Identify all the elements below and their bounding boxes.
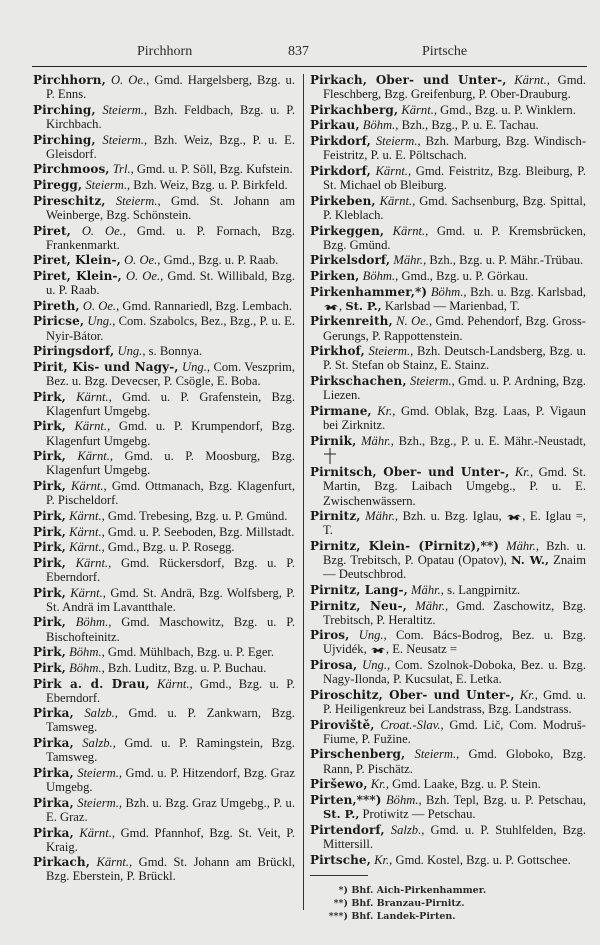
entry-details-cont: E. Iglau =, T.	[323, 509, 587, 538]
railway-station-icon	[506, 512, 522, 521]
entry-headword: Pirkdorf,	[310, 134, 371, 149]
entry-details: Gmd., Bzg. u. P. Eberndorf.	[46, 676, 295, 705]
entry-details: Gmd., Bzg. u. P. Görkau.	[401, 268, 529, 283]
entry-headword: Pirtsche,	[310, 852, 371, 867]
gazetteer-entry	[33, 677, 295, 705]
entry-headword: Pireschitz,	[33, 193, 106, 208]
entry-region: Böhm.,	[430, 284, 467, 299]
entry-region: Kr.,	[514, 465, 534, 480]
entry-region: Kärnt.,	[70, 585, 106, 600]
entry-headword: Piret, Klein-,	[33, 253, 121, 268]
entry-details-cont: Karlsbad — Marienbad, T.	[384, 298, 520, 313]
entry-headword: Pirkelsdorf,	[310, 253, 391, 268]
entry-region: Böhm.,	[362, 268, 399, 283]
entry-region: Steierm.,	[77, 795, 123, 810]
entry-region: Böhm.,	[385, 792, 422, 807]
entry-region: Mähr.,	[506, 539, 539, 553]
entry-region: Kärnt.,	[77, 449, 114, 464]
entry-details: Gmd. St. Andrä, Bzg. Wolfsberg, P. St. Andrä im Lavantthale.	[46, 585, 296, 614]
gazetteer-entry: Pirnitz, Mähr., Bzh. u. Bzg. Iglau, , E. Iglau =, T.	[310, 509, 587, 538]
entry-region: Ung.,	[117, 344, 146, 359]
entry-details: Gmd. Feistritz, Bzg. Bleiburg, P. St. Michael ob Bleiburg.	[323, 163, 586, 193]
gazetteer-entry	[310, 718, 586, 746]
entry-headword: Pirk,	[33, 555, 66, 570]
entry-details: Com. Szolnok-Doboka, Bez. u. Bzg. Nagy-Ilonda, P. Kucsulat, E. Letka.	[323, 658, 586, 687]
entry-region: Kärnt.,	[69, 508, 105, 523]
gazetteer-entry	[310, 583, 586, 597]
entry-details: Gmd. u. P. Grafenstein, Bzg. Klagenfurt Umgebg.	[46, 389, 295, 418]
entry-details: Gmd. St. Johann am Brückl, Bzg. Eberstein, P. Brückl.	[46, 855, 295, 884]
gazetteer-entry	[33, 855, 295, 883]
entry-details: Gmd. Lič, Com. Modruš-Fiume, P. Fužine.	[323, 717, 586, 746]
gazetteer-entry	[33, 178, 295, 192]
entry-region: Steierm.,	[102, 102, 148, 117]
entry-headword: Pirkau,	[310, 118, 360, 133]
footnote-text: Bhf. Branzau-Pirnitz.	[351, 897, 465, 909]
entry-headword: Pirk,	[33, 449, 66, 464]
entry-details: Gmd. u. P. Heiligenkreuz bei Landstrass, Bzg. Landstrass.	[323, 687, 586, 716]
gazetteer-entry	[310, 73, 586, 101]
footnote-rule	[310, 875, 368, 876]
entry-headword: Piregg,	[33, 178, 83, 193]
gazetteer-entry	[310, 194, 586, 222]
gazetteer-entry	[33, 314, 295, 342]
entry-region: O. Oe.,	[124, 253, 161, 268]
gazetteer-entry: Pirkenhammer,*) Böhm., Bzh. u. Bzg. Karlsbad, , St. P., Karlsbad — Marienbad, T.	[310, 284, 586, 313]
entry-headword: Piršewo,	[310, 777, 368, 792]
entry-headword: Pirkach, Ober- und Unter-,	[310, 73, 507, 87]
entry-region: Steierm.,	[102, 132, 148, 147]
footnote-text: Bhf. Landek-Pirten.	[351, 910, 456, 922]
gazetteer-entry	[310, 747, 586, 775]
entry-headword: Pirchhorn,	[33, 73, 106, 87]
gazetteer-entry	[310, 253, 586, 267]
entry-details: Gmd. St. Willibald, Bzg. u. P. Raab.	[46, 268, 295, 298]
entry-region: Salzb.,	[390, 822, 425, 837]
railway-station-icon	[370, 645, 386, 654]
running-header	[32, 44, 587, 64]
entry-headword: Pirnitz, Lang-,	[310, 582, 408, 597]
entry-details: Bzh. u. Bzg. Iglau,	[402, 509, 502, 524]
entry-headword: Pirka,	[33, 825, 74, 840]
entry-details: Gmd. u. P. Moosburg, Bzg. Klagenfurt Umgebg.	[46, 449, 295, 478]
gazetteer-entry	[310, 465, 586, 507]
gazetteer-entry	[33, 706, 295, 734]
entry-region: Ung.,	[182, 359, 211, 374]
entry-region: Salzb.,	[82, 736, 116, 751]
gazetteer-entry	[33, 344, 295, 358]
gazetteer-entry	[33, 509, 295, 523]
entry-headword: Pirk,	[33, 585, 66, 600]
entry-headword: Piringsdorf,	[33, 344, 115, 359]
entry-region: Kr.,	[370, 777, 389, 792]
gazetteer-entry	[33, 390, 295, 418]
gazetteer-entry	[310, 853, 586, 867]
entry-headword: Pirkhof,	[310, 344, 365, 359]
entry-headword: Pirit, Kis- und Nagy-,	[33, 359, 179, 374]
entry-region: Kärnt.,	[379, 193, 416, 208]
entry-headword: Pirtendorf,	[310, 822, 385, 837]
entry-headword: Piret, Klein-,	[33, 268, 122, 283]
footnote-mark: **)	[333, 897, 348, 909]
gazetteer-entry	[310, 599, 586, 627]
entry-details: Bzh. u. Bzg. Karlsbad,	[470, 284, 586, 299]
entry-region: Kärnt.,	[71, 479, 107, 494]
entry-headword: Pirkenhammer,*)	[310, 284, 428, 299]
entry-headword: Pirk,	[33, 645, 66, 660]
header-last-entry: Pirtsche	[422, 44, 468, 59]
entry-details: Gmd. u. P. Seeboden, Bzg. Millstadt.	[107, 524, 295, 539]
column-divider	[303, 74, 304, 910]
entry-headword: Pirosa,	[310, 658, 358, 673]
entry-details: Gmd. Globoko, Bzg. Rann, P. Pischätz.	[323, 747, 586, 776]
entry-headword: Pirmane,	[310, 403, 372, 418]
entry-details: Gmd. Ottmanach, Bzg. Klagenfurt, P. Pischeldorf.	[46, 479, 295, 508]
entry-details: Gmd. Pfannhof, Bzg. St. Veit, P. Kraig.	[46, 825, 295, 854]
gazetteer-entry	[33, 826, 295, 854]
entry-headword: Piroschitz, Ober- und Unter-,	[310, 687, 515, 702]
footnote	[310, 897, 586, 910]
gazetteer-entry	[310, 134, 586, 162]
entry-headword: Pirken,	[310, 268, 360, 283]
entry-headword: Pirching,	[33, 132, 96, 147]
entry-region: Kärnt.,	[157, 676, 193, 691]
church-cross-icon	[323, 448, 337, 464]
entry-headword: Pirten,***)	[310, 792, 382, 807]
entry-region: Kärnt.,	[514, 73, 550, 87]
header-first-entry: Pirchhorn	[137, 44, 193, 59]
entry-headword: Pirnik,	[310, 433, 357, 448]
gazetteer-entry	[33, 269, 295, 297]
entry-headword: Pirching,	[33, 102, 96, 117]
gazetteer-entry	[33, 540, 295, 554]
entry-region: Kr.,	[519, 687, 538, 702]
entry-region: Steierm.,	[368, 344, 414, 359]
entry-region: Salzb.,	[84, 706, 118, 721]
gazetteer-entry	[310, 539, 586, 581]
entry-details: Bzh. u. Bzg. Trebitsch, P. Opatau (Opatov),	[323, 539, 587, 568]
gazetteer-entry	[310, 269, 586, 283]
entry-station-type: N. W.,	[511, 553, 549, 568]
entry-details: Gmd. Maschowitz, Bzg. u. P. Bischofteinitz.	[46, 615, 295, 644]
entry-headword: Pirkach,	[33, 855, 91, 870]
entry-region: Mähr.,	[365, 509, 398, 524]
entry-headword: Pirka,	[33, 795, 74, 810]
entry-headword: Pirkeggen,	[310, 223, 385, 238]
entry-details: Gmd. Trebesing, Bzg. u. P. Gmünd.	[107, 508, 288, 523]
entry-headword: Piret,	[33, 223, 71, 238]
entry-region: Kr.,	[374, 852, 393, 867]
entry-region: Kärnt.,	[401, 102, 438, 117]
entry-headword: Pirk,	[33, 508, 66, 523]
gazetteer-entry	[310, 434, 586, 464]
entry-region: Böhm.,	[362, 118, 399, 133]
entry-details: Gmd. Hargelsberg, Bzg. u. P. Enns.	[46, 73, 295, 102]
gazetteer-entry	[33, 796, 295, 824]
entry-headword: Pirnitz, Neu-,	[310, 598, 407, 613]
entry-headword: Pirnitsch, Ober- und Unter-,	[310, 465, 510, 480]
entry-details: s. Langpirnitz.	[447, 582, 521, 597]
entry-region: Steierm.,	[85, 178, 131, 193]
entry-region: Kärnt.,	[375, 163, 412, 178]
entry-details: Com. Veszprim, Bez. u. Bzg. Devecser, P. Csögle, E. Boba.	[46, 359, 296, 388]
right-column	[310, 73, 586, 923]
entry-station-type: St. P.,	[323, 807, 360, 822]
entry-headword: Pirk,	[33, 615, 66, 630]
entry-station-type: St. P.,	[345, 298, 382, 313]
entry-headword: Pirka,	[33, 765, 74, 780]
entry-details: Bzh. Deutsch-Landsberg, Bzg. u. P. St. Stefan ob Stainz, E. Stainz.	[323, 344, 586, 373]
gazetteer-entry	[310, 103, 586, 117]
gazetteer-entry	[33, 645, 295, 659]
entry-region: Ung.,	[87, 314, 116, 329]
entry-region: Kärnt.,	[69, 540, 105, 555]
entry-headword: Pireth,	[33, 298, 80, 313]
entry-headword: Pirkeben,	[310, 193, 376, 208]
entry-region: Steierm.,	[375, 134, 421, 149]
right-column-entries	[310, 73, 586, 867]
gazetteer-entry	[33, 615, 295, 643]
entry-headword: Pirkdorf,	[310, 163, 371, 178]
footnote	[310, 884, 586, 897]
gazetteer-entry	[33, 525, 295, 539]
entry-region: O. Oe.,	[82, 298, 120, 313]
footnote-mark: ***)	[328, 910, 348, 922]
gazetteer-entry	[33, 224, 295, 252]
entry-details: Gmd. u. P. Stuhlfelden, Bzg. Mittersill.	[323, 822, 586, 851]
entry-details: Com. Bács-Bodrog, Bez. u. Bzg. Ujvidék,	[323, 628, 586, 657]
entry-headword: Pirk,	[33, 419, 66, 434]
entry-headword: Pirka,	[33, 736, 74, 751]
entry-region: Ung.,	[358, 628, 387, 643]
entry-region: Steierm.,	[410, 374, 455, 388]
entry-details: Gmd. u. P. Fornach, Bzg. Frankenmarkt.	[46, 223, 296, 252]
entry-details: Bzh., Bzg. u. P. Mähr.-Trübau.	[429, 253, 584, 268]
gazetteer-entry: Piros, Ung., Com. Bács-Bodrog, Bez. u. Bzg. Ujvidék, , E. Neusatz =	[310, 628, 586, 657]
gazetteer-entry	[310, 777, 586, 791]
entry-region: Mähr.,	[361, 433, 394, 448]
gazetteer-entry	[310, 344, 586, 372]
entry-region: Trl.,	[112, 162, 134, 177]
footnote-mark: *)	[338, 884, 348, 896]
gazetteer-entry	[310, 688, 586, 716]
page-number: 837	[288, 44, 309, 59]
gazetteer-entry	[310, 118, 586, 132]
gazetteer-entry	[33, 133, 295, 161]
entry-details: Gmd. Sachsenburg, Bzg. Spittal, P. Kleblach.	[323, 193, 586, 222]
entry-region: Kärnt.,	[79, 825, 116, 840]
entry-region: Kärnt.,	[96, 855, 133, 870]
entry-region: Mähr.,	[411, 582, 444, 597]
entry-region: Böhm.,	[75, 615, 112, 630]
gazetteer-entry	[310, 224, 586, 252]
entry-details: Bzh. Luditz, Bzg. u. P. Buchau.	[107, 660, 267, 675]
entry-details: Gmd. u. P. Ardning, Bzg. Liezen.	[323, 374, 586, 403]
footnote	[310, 910, 586, 923]
entry-region: Croat.-Slav.,	[380, 717, 444, 732]
gazetteer-entry	[310, 823, 586, 851]
gazetteer-entry	[310, 314, 586, 342]
railway-station-icon	[323, 302, 339, 311]
entry-region: Steierm.,	[115, 193, 161, 208]
entry-region: O. Oe.,	[81, 223, 126, 238]
entry-details: Gmd. u. P. Krumpendorf, Bzg. Klagenfurt Umgebg.	[46, 419, 295, 448]
entry-details: Gmd. Fleschberg, Bzg. Greifenburg, P. Ober-Drauburg.	[323, 73, 586, 102]
entry-details: Bzh. Feldbach, Bzg. u. P. Kirchbach.	[46, 102, 295, 131]
entry-details-cont: Protiwitz — Petschau.	[362, 807, 476, 822]
entry-region: Böhm.,	[69, 645, 105, 660]
footnotes	[310, 884, 586, 923]
entry-headword: Piricse,	[33, 314, 85, 329]
gazetteer-entry	[310, 658, 586, 686]
gazetteer-entry	[33, 661, 295, 675]
gazetteer-entry	[310, 374, 586, 402]
gazetteer-entry	[33, 766, 295, 794]
entry-details: Bzh. Marburg, Bzg. Windisch-Feistritz, P. u. E. Pöltschach.	[323, 134, 587, 163]
gazetteer-entry	[33, 162, 295, 176]
entry-headword: Pirkenreith,	[310, 314, 393, 329]
entry-region: Ung.,	[362, 658, 391, 673]
entry-headword: Pirnitz,	[310, 509, 361, 524]
entry-region: Böhm.,	[69, 660, 105, 675]
entry-headword: Pirchmoos,	[33, 162, 110, 177]
entry-region: O. Oe.,	[110, 73, 150, 87]
entry-details: Gmd. Rückersdorf, Bzg. u. P. Eberndorf.	[46, 555, 295, 584]
entry-headword: Pirka,	[33, 706, 74, 721]
entry-details: Gmd. u. P. Zankwarn, Bzg. Tamsweg.	[46, 706, 295, 735]
entry-headword: Pirschenberg,	[310, 747, 406, 762]
gazetteer-entry	[310, 404, 586, 432]
entry-region: Steierm.,	[414, 747, 460, 762]
left-column	[33, 73, 295, 885]
entry-headword: Pirk a. d. Drau,	[33, 676, 150, 691]
entry-details: Gmd. Zaschowitz, Bzg. Trebitsch, P. Heraltitz.	[323, 598, 586, 627]
entry-details-cont: Znaim — Deutschbrod.	[323, 553, 586, 582]
entry-headword: Pirkschachen,	[310, 374, 407, 388]
entry-headword: Piros,	[310, 628, 350, 643]
entry-details: Gmd. Pehendorf, Bzg. Gross-Gerungs, P. Rappottenstein.	[323, 314, 586, 343]
gazetteer-entry	[33, 253, 295, 267]
entry-details: Bzh., Bzg., P. u. E. Tachau.	[401, 118, 539, 133]
entry-region: Mähr.,	[415, 598, 449, 613]
entry-headword: Pirk,	[33, 540, 66, 555]
gazetteer-entry	[33, 194, 295, 222]
entry-region: Kärnt.,	[74, 419, 111, 434]
entry-details: Bzh., Bzg., P. u. E. Mähr.-Neustadt,	[398, 433, 586, 448]
gazetteer-entry	[310, 164, 586, 192]
entry-region: Kärnt.,	[75, 555, 112, 570]
gazetteer-entry	[33, 360, 295, 388]
entry-details: Bzh. Weiz, Bzg., P. u. E. Gleisdorf.	[46, 132, 295, 161]
gazetteer-entry	[310, 793, 586, 821]
gazetteer-entry	[33, 419, 295, 447]
entry-region: O. Oe.,	[125, 268, 164, 283]
entry-details: Bzh. u. Bzg. Graz Umgebg., P. u. E. Graz.	[46, 795, 296, 824]
gazetteer-entry	[33, 556, 295, 584]
entry-headword: Pirk,	[33, 660, 66, 675]
entry-details: Bzh. Weiz, Bzg. u. P. Birkfeld.	[133, 178, 288, 193]
entry-details: Gmd. Oblak, Bzg. Laas, P. Vigaun bei Zirknitz.	[323, 403, 586, 432]
entry-details: Gmd. u. P. Ramingstein, Bzg. Tamsweg.	[46, 736, 295, 765]
gazetteer-entry	[33, 736, 295, 764]
entry-details: Gmd., Bzg. u. P. Winklern.	[440, 102, 576, 117]
entry-details: s. Bonnya.	[148, 344, 203, 359]
entry-headword: Pirk,	[33, 479, 66, 494]
entry-details: Gmd. u. P. Söll, Bzg. Kufstein.	[136, 162, 293, 177]
gazetteer-entry	[33, 586, 295, 614]
entry-headword: Pirk,	[33, 524, 66, 539]
entry-details: Gmd. u. P. Hitzendorf, Bzg. Graz Umgebg.	[46, 765, 295, 795]
entry-headword: Pirk,	[33, 389, 66, 404]
entry-details: Com. Szabolcs, Bez., Bzg., P. u. E. Nyir-Bátor.	[46, 314, 296, 343]
entry-headword: Piroviště,	[310, 717, 375, 732]
gazetteer-entry	[33, 299, 295, 313]
entry-region: Kärnt.,	[69, 524, 105, 539]
entry-region: Mähr.,	[393, 253, 427, 268]
entry-region: Steierm.,	[77, 765, 123, 780]
gazetteer-entry	[33, 103, 295, 131]
entry-headword: Pirnitz, Klein- (Pirnitz),**)	[310, 539, 500, 553]
entry-details: Gmd. St. Johann am Weinberge, Bzg. Schönstein.	[46, 193, 295, 222]
gazetteer-entry	[33, 479, 295, 507]
entry-details: Gmd., Bzg. u. P. Rosegg.	[107, 540, 235, 555]
entry-details-cont: E. Neusatz =	[392, 642, 458, 657]
gazetteer-entry	[33, 449, 295, 477]
entry-details: Gmd. Mühlbach, Bzg. u. P. Eger.	[107, 645, 275, 660]
entry-details: Gmd., Bzg. u. P. Raab.	[163, 253, 279, 268]
entry-details: Gmd. u. P. Kremsbrücken, Bzg. Gmünd.	[323, 223, 586, 252]
entry-details: Gmd. Laake, Bzg. u. P. Stein.	[392, 777, 541, 792]
entry-details: Gmd. Rannariedl, Bzg. Lembach.	[122, 298, 292, 313]
footnote-text: Bhf. Aich-Pirkenhammer.	[351, 884, 487, 896]
header-rule	[32, 66, 587, 67]
entry-details: Bzh. Tepl, Bzg. u. P. Petschau,	[426, 792, 586, 807]
entry-region: Kärnt.,	[76, 389, 112, 404]
gazetteer-entry	[33, 73, 295, 101]
entry-region: Kärnt.,	[392, 223, 429, 238]
entry-headword: Pirkachberg,	[310, 102, 399, 117]
entry-region: N. Oe.,	[396, 314, 433, 329]
entry-details: Gmd. Kostel, Bzg. u. P. Gottschee.	[395, 852, 571, 867]
entry-region: Kr.,	[377, 403, 396, 418]
entry-details: Gmd. St. Martin, Bzg. Laibach Umgebg., P. u. E. Zwischenwässern.	[323, 465, 587, 508]
